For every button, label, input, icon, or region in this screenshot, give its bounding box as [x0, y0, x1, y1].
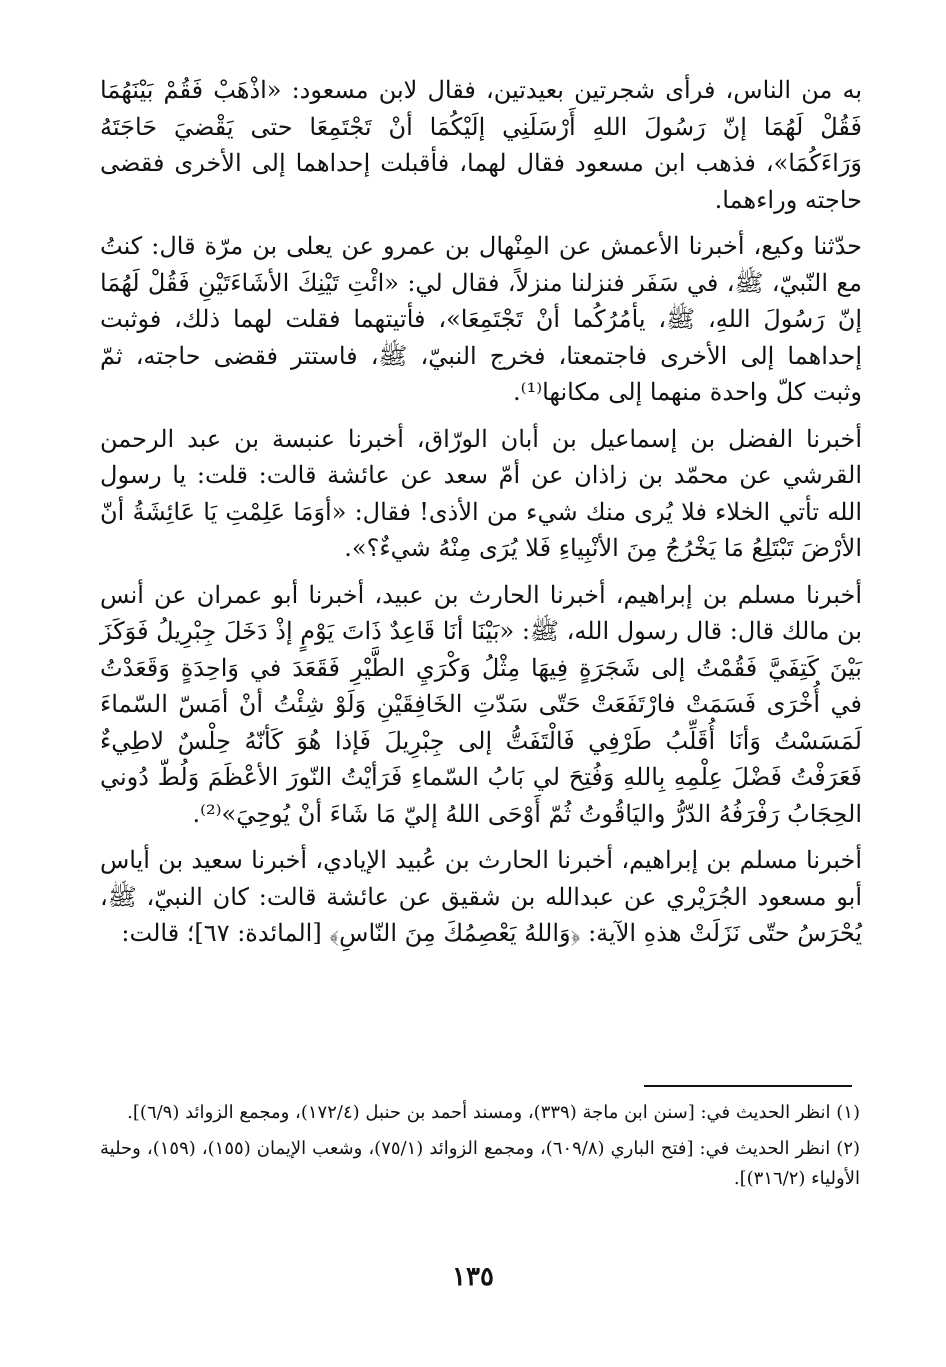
paragraph-4: أخبرنا مسلم بن إبراهيم، أخبرنا الحارث بن عبيد، أخبرنا أبو عمران عن أنس بن مالك قال: قال رسول الله، ﷺ: «بَيْنَا أنَا قَاعِدٌ ذَاتَ يَوْمٍ إذْ دَخَلَ جِبْرِيلُ فَوَكَزَ بَيْنَ كَتِفَيَّ فَقُمْتُ إلى شَجَرَةٍ فِيهَا مِثْلُ وَكْرَيِ الطَّيْرِ فَقَعَدَ في وَاحِدَةٍ وَقَعَدْتُ في أُخْرَى فَسَمَتْ فارْتَفَعَتْ حَتّى سَدّتِ الخَافِقَيْنِ وَلَوْ شِئْتُ أنْ أمَسّ السّماءَ لَمَسَسْتُ وَأنَا أُقَلِّبُ طَرْفِي فَالْتَفَتُّ إلى جِبْرِيلَ فَإذا هُوَ كَأنّهُ حِلْسٌ لاطِيءٌ فَعَرَفْتُ فَضْلَ عِلْمِهِ بِاللهِ وَفُتِحَ لي بَابُ السّماءِ فَرَأيْتُ النّورَ الأعْظَمَ وَلُطّ دُوني الحِجَابُ رَفْرَفُهُ الدّرُّ واليَاقُوتُ ثُمّ أَوْحَى اللهُ إليّ مَا شَاءَ أنْ يُوحِيَ»⁽²⁾. [100, 580, 862, 828]
page-number: ١٣٥ [452, 1262, 494, 1292]
footnotes-section [100, 1098, 860, 1200]
footnote-2: (٢) انظر الحديث في: [فتح الباري (٦٠٩/٨)، ومجمع الزوائد (٧٥/١)، وشعب الإيمان (١٥٥)، (١٥٩)، وحلية الأولياء (٣١٦/٢)]. [100, 1138, 861, 1189]
paragraph-5: أخبرنا مسلم بن إبراهيم، أخبرنا الحارث بن عُبيد الإيادي، أخبرنا سعيد بن أياس أبو مسعود الجُرَيْري عن عبدالله بن شقيق عن عائشة قالت: كان النبيّ، ﷺ، يُحْرَسُ حتّى نَزَلَتْ هذهِ الآية: ﴿وَاللهُ يَعْصِمُكَ مِنَ النّاسِ﴾ [المائدة: ٦٧]؛ قالت: [100, 846, 862, 947]
paragraph-3: أخبرنا الفضل بن إسماعيل بن أبان الورّاق، أخبرنا عنبسة بن عبد الرحمن القرشي عن محمّد بن زاذان عن أمّ سعد عن عائشة قالت: قلت: يا رسول الله تأتي الخلاء فلا يُرى منك شيء من الأذى! فقال: «أوَمَا عَلِمْتِ يَا عَائِشَةُ أنّ الأرْضَ تَبْتَلِعُ مَا يَخْرُجُ مِنَ الأنْبِياءِ فَلا يُرَى مِنْهُ شيءٌ؟». [100, 424, 862, 562]
paragraph-2: حدّثنا وكيع، أخبرنا الأعمش عن المِنْهال بن عمرو عن يعلى بن مرّة قال: كنتُ مع النّبيّ، ﷺ، في سَفَر فنزلنا منزلاً، فقال لي: «ائْتِ تَيْنِكَ الأشَاءَتَيْنِ فَقُلْ لَهُمَا إنّ رَسُولَ اللهِ، ﷺ، يأمُرُكُما أنْ تَجْتَمِعَا»، فأتيتهما فقلت لهما ذلك، فوثبت إحداهما إلى الأخرى فاجتمعتا، فخرج النبيّ، ﷺ، فاستتر فقضى حاجته، ثمّ وثبت كلّ واحدة منهما إلى مكانها⁽¹⁾. [100, 232, 862, 406]
main-text-body [100, 72, 862, 962]
paragraph-1: به من الناس، فرأى شجرتين بعيدتين، فقال لابن مسعود: «اذْهَبْ فَقُمْ بَيْنَهُمَا فَقُلْ لَهُمَا إنّ رَسُولَ اللهِ أَرْسَلَنِي إلَيْكُمَا أنْ تَجْتَمِعَا حتى يَقْضيَ حَاجَتَهُ وَرَاءَكُمَا»، فذهب ابن مسعود فقال لهما، فأقبلت إحداهما إلى الأخرى فقضى حاجته وراءهما. [100, 76, 862, 214]
footnote-1: (١) انظر الحديث في: [سنن ابن ماجة (٣٣٩)، ومسند أحمد بن حنبل (١٧٢/٤)، ومجمع الزوائد (٦/٩)]. [127, 1102, 860, 1123]
footnote-divider [644, 1085, 852, 1087]
